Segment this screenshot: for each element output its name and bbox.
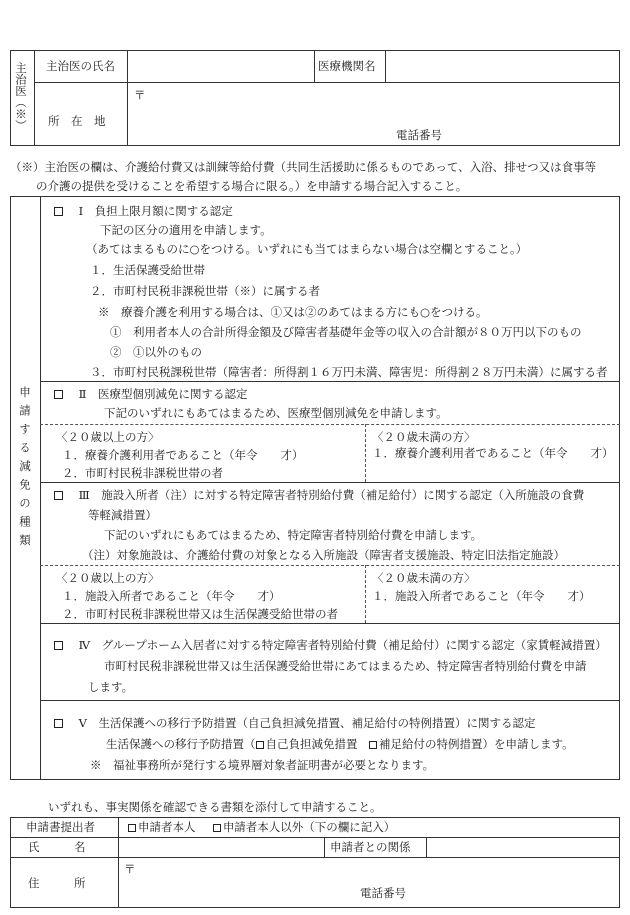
section2-line1: 下記のいずれにもあてはまるため、医療型個別減免を申請します。	[104, 406, 448, 420]
section4-title: Ⅳ グループホーム入居者に対する特定障害者特別給付費（補足給付）に関する認定（家賃軽減措置）	[54, 638, 607, 652]
section2-left-head: 〈２０歳以上の方〉	[56, 430, 160, 444]
section3-right-item1[interactable]: １．施設入所者であること（年令 才）	[372, 589, 591, 603]
section3-checkbox[interactable]	[54, 491, 63, 500]
reduction-side-label: 申請する減免の種類	[18, 386, 32, 553]
relation-label: 申請者との関係	[330, 840, 411, 854]
submitter-options: 申請者本人 申請者本人以外（下の欄に記入）	[128, 820, 395, 834]
section3-left-item2[interactable]: ２．市町村民税非課税世帯又は生活保護受給世帯の者	[62, 607, 338, 621]
section3-left-head: 〈２０歳以上の方〉	[56, 571, 160, 585]
section2-left-item2[interactable]: ２．市町村民税非課税世帯の者	[62, 466, 223, 480]
section1-sub2[interactable]: ② ①以外のもの	[110, 345, 202, 359]
applicant-address-label: 住 所	[28, 876, 86, 890]
section1-option1[interactable]: １．生活保護受給世帯	[90, 263, 205, 277]
section5-checkbox[interactable]	[54, 719, 63, 728]
doctor-name-field[interactable]	[128, 51, 313, 81]
section1-note: ※ 療養介護を利用する場合は、①又は②のあてはまる方にも○をつける。	[98, 305, 488, 319]
institution-label: 医療機関名	[318, 59, 376, 73]
doctor-name-label: 主治医の氏名	[46, 59, 115, 73]
self-pay-reduction-checkbox[interactable]	[256, 741, 264, 749]
section5-title: Ⅴ 生活保護への移行予防措置（自己負担減免措置、補足給付の特例措置）に関する認定	[54, 716, 535, 730]
section4-line2: します。	[88, 680, 134, 694]
doctor-side-label: 主治医（※）	[14, 62, 28, 131]
section5-note: ※ 福祉事務所が発行する境界層対象者証明書が必要となります。	[90, 758, 435, 772]
section3-title: Ⅲ 施設入所者（注）に対する特定障害者特別給付費（補足給付）に関する認定（入所施設の食費	[54, 488, 584, 502]
footer-note: いずれも、事実関係を確認できる書類を添付して申請すること。	[48, 800, 382, 814]
doctor-note-cont: の介護の提供を受けることを希望する場合に限る。）を申請する場合記入すること。	[36, 179, 468, 193]
supplementary-benefit-checkbox[interactable]	[369, 741, 377, 749]
section1-line1: 下記の区分の適用を申請します。	[100, 223, 272, 237]
applicant-name-field[interactable]	[119, 838, 323, 856]
applicant-phone-label: 電話番号	[360, 886, 406, 900]
section1-title: Ⅰ 負担上限月額に関する認定	[54, 204, 233, 218]
applicant-postal-mark: 〒	[124, 862, 136, 876]
section3-line1: 下記のいずれにもあてはまるため、特定障害者特別給付費を申請します。	[104, 528, 483, 542]
section3-right-head: 〈２０歳未満の方〉	[372, 571, 476, 585]
section1-option3[interactable]: ３．市町村民税課税世帯（障害者：所得割１６万円未満、障害児：所得割２８万円未満）に属する者	[90, 365, 608, 379]
section2-left-item1[interactable]: １．療養介護利用者であること（年令 才）	[62, 448, 304, 462]
doctor-address-field[interactable]	[128, 83, 619, 145]
section5-line1: 生活保護への移行予防措置（ 自己負担減免措置 補足給付の特例措置）を申請します。	[106, 737, 574, 751]
section1-checkbox[interactable]	[54, 207, 63, 216]
section1-line2: （あてはまるものに○をつける。いずれにも当てはまらない場合は空欄とすること。）	[86, 242, 528, 256]
section1-sub1[interactable]: ① 利用者本人の合計所得金額及び障害者基礎年金等の収入の合計額が８０万円以下のもの	[110, 325, 582, 339]
section2-right-head: 〈２０歳未満の方〉	[372, 430, 476, 444]
doctor-postal-mark: 〒	[134, 88, 146, 102]
section2-title: Ⅱ 医療型個別減免に関する認定	[54, 387, 247, 401]
doctor-note: （※）主治医の欄は、介護給付費又は訓練等給付費（共同生活援助に係るものであって、入浴、排せつ又は食事等	[10, 160, 597, 174]
doctor-phone-label: 電話番号	[396, 128, 442, 142]
section3-title-cont: 等軽減措置）	[88, 508, 157, 522]
institution-field[interactable]	[386, 51, 619, 81]
doctor-address-label: 所 在 地	[48, 114, 106, 128]
applicant-name-label: 氏 名	[28, 840, 86, 854]
section4-line1: 市町村民税非課税世帯又は生活保護受給世帯にあてはまるため、特定障害者特別給付費を申請	[104, 659, 587, 673]
section2-checkbox[interactable]	[54, 390, 63, 399]
section1-option2[interactable]: ２．市町村民税非課税世帯（※）に属する者	[90, 284, 320, 298]
relation-field[interactable]	[427, 838, 619, 856]
section4-checkbox[interactable]	[54, 641, 63, 650]
section3-left-item1[interactable]: １．施設入所者であること（年令 才）	[62, 589, 281, 603]
submitter-self-checkbox[interactable]	[128, 824, 136, 832]
submitter-other-checkbox[interactable]	[213, 824, 221, 832]
section3-note: （注）対象施設は、介護給付費の対象となる入所施設（障害者支援施設、特定旧法指定施設）	[82, 548, 565, 562]
submitter-label: 申請書提出者	[26, 820, 95, 834]
section2-right-item1[interactable]: １．療養介護利用者であること（年令 才）	[372, 446, 614, 460]
